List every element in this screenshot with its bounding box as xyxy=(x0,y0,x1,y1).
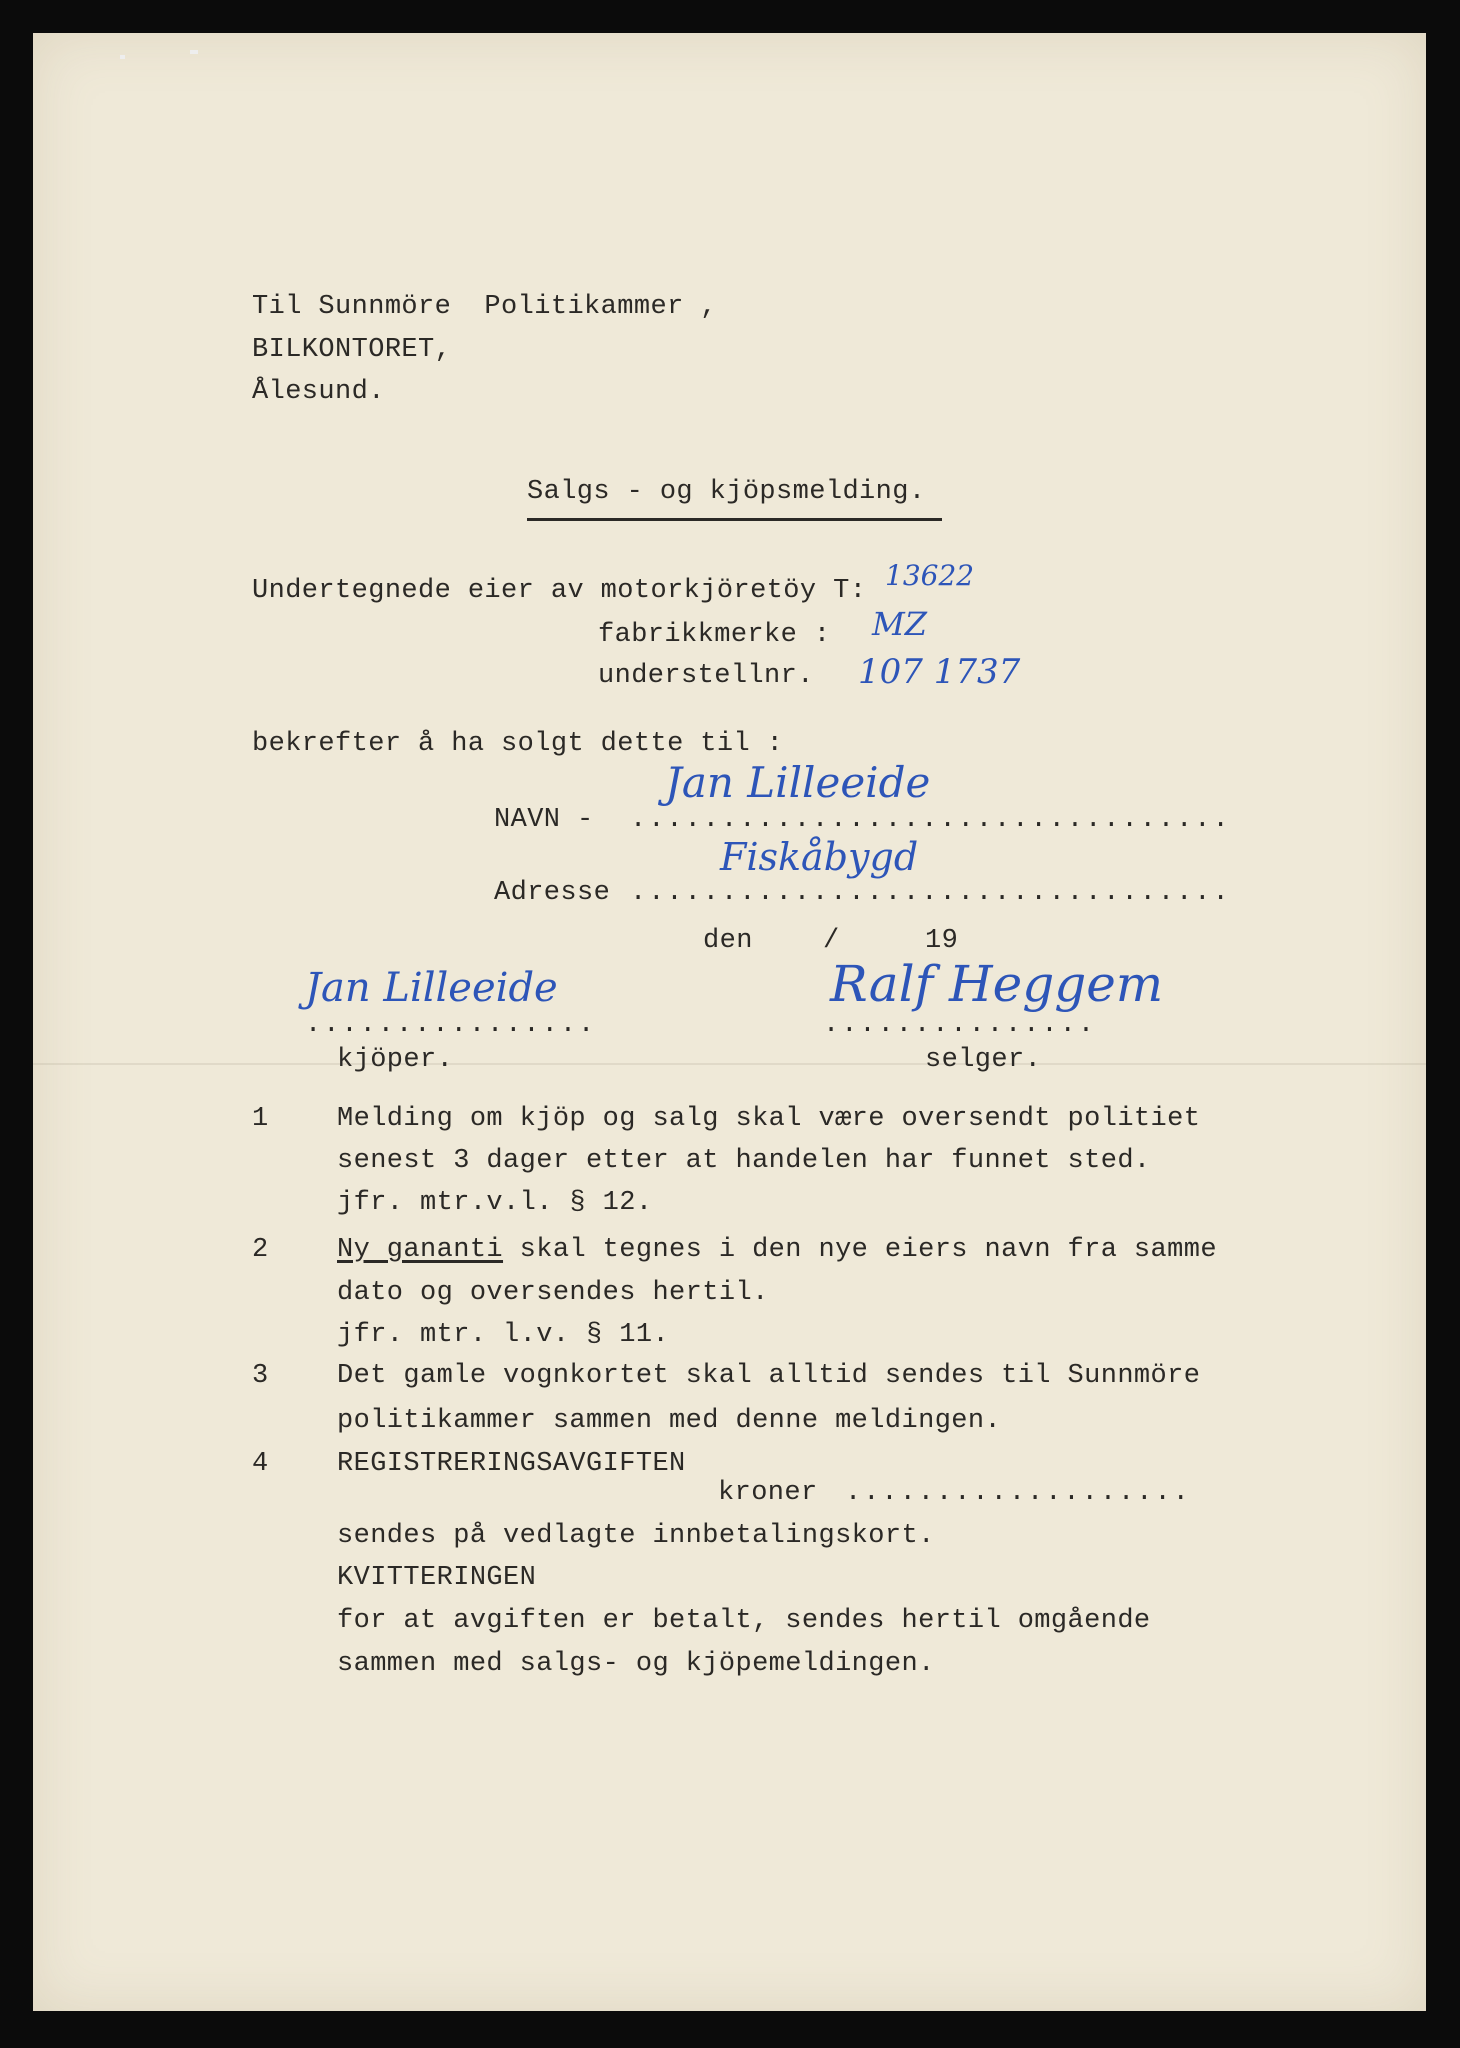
note-2-line: jfr. mtr. l.v. § 11. xyxy=(337,1320,670,1350)
fold-line xyxy=(33,1063,1426,1065)
note-1-line: Melding om kjöp og salg skal være oversendt politiet xyxy=(337,1104,1201,1134)
recipient-line-3: Ålesund. xyxy=(252,377,385,407)
note-4-line: for at avgiften er betalt, sendes hertil omgående xyxy=(337,1606,1151,1636)
kroner-dotted-line: ................... xyxy=(845,1478,1191,1508)
buyer-address-value: Fiskåbygd xyxy=(720,835,919,879)
reg-number: 13622 xyxy=(885,559,975,592)
make-value: MZ xyxy=(872,605,927,643)
document-page xyxy=(33,33,1426,2011)
seller-signature-line: ............... xyxy=(823,1010,1097,1040)
note-2-line xyxy=(337,1237,1217,1264)
buyer-name-value: Jan Lilleeide xyxy=(665,758,931,807)
buyer-signature-line: ................ xyxy=(305,1010,597,1040)
buyer-label: kjöper. xyxy=(337,1045,454,1075)
note-2-underlined: Ny gananti xyxy=(337,1235,504,1265)
note-2-number: 2 xyxy=(252,1235,269,1265)
note-4-line: sammen med salgs- og kjöpemeldingen. xyxy=(337,1649,935,1679)
note-3-line: politikammer sammen med denne meldingen. xyxy=(337,1406,1002,1436)
seller-label: selger. xyxy=(925,1045,1042,1075)
note-1-number: 1 xyxy=(252,1104,269,1134)
seller-signature: Ralf Heggem xyxy=(830,955,1164,1013)
note-3-number: 3 xyxy=(252,1361,269,1391)
owner-label: Undertegnede eier av motorkjöretöy T: xyxy=(252,576,867,606)
chassis-label: understellnr. xyxy=(598,661,814,691)
buyer-signature: Jan Lilleeide xyxy=(305,965,558,1011)
note-4-line: REGISTRERINGSAVGIFTEN xyxy=(337,1449,686,1479)
date-year-prefix: 19 xyxy=(925,926,959,956)
note-1-line: senest 3 dager etter at handelen har funnet sted. xyxy=(337,1146,1151,1176)
document-title: Salgs - og kjöpsmelding. xyxy=(527,477,926,507)
recipient-line-2: BILKONTORET, xyxy=(252,335,452,365)
confirm-text: bekrefter å ha solgt dette til : xyxy=(252,729,784,759)
buyer-name-label: NAVN - xyxy=(494,805,594,835)
make-label: fabrikkmerke : xyxy=(598,620,831,650)
note-4-line: KVITTERINGEN xyxy=(337,1563,537,1593)
note-4-kroner-label: kroner xyxy=(718,1478,818,1508)
corner-mark xyxy=(190,50,198,54)
note-3-line: Det gamle vognkortet skal alltid sendes til Sunnmöre xyxy=(337,1361,1201,1391)
title-underline xyxy=(527,518,942,521)
note-2-line-rest: skal tegnes i den nye eiers navn fra samme xyxy=(503,1235,1217,1265)
date-slash: / xyxy=(823,926,840,956)
buyer-address-label: Adresse xyxy=(494,878,611,908)
buyer-address-dotted-line: ................................. xyxy=(630,878,1231,908)
corner-mark xyxy=(120,55,125,59)
date-den-label: den xyxy=(703,926,753,956)
note-1-line: jfr. mtr.v.l. § 12. xyxy=(337,1188,653,1218)
buyer-name-dotted-line: ................................. xyxy=(630,805,1231,835)
chassis-value: 107 1737 xyxy=(858,652,1021,692)
note-2-line: dato og oversendes hertil. xyxy=(337,1278,769,1308)
note-4-line: sendes på vedlagte innbetalingskort. xyxy=(337,1521,935,1551)
note-4-number: 4 xyxy=(252,1449,269,1479)
recipient-line-1: Til Sunnmöre Politikammer , xyxy=(252,292,717,322)
